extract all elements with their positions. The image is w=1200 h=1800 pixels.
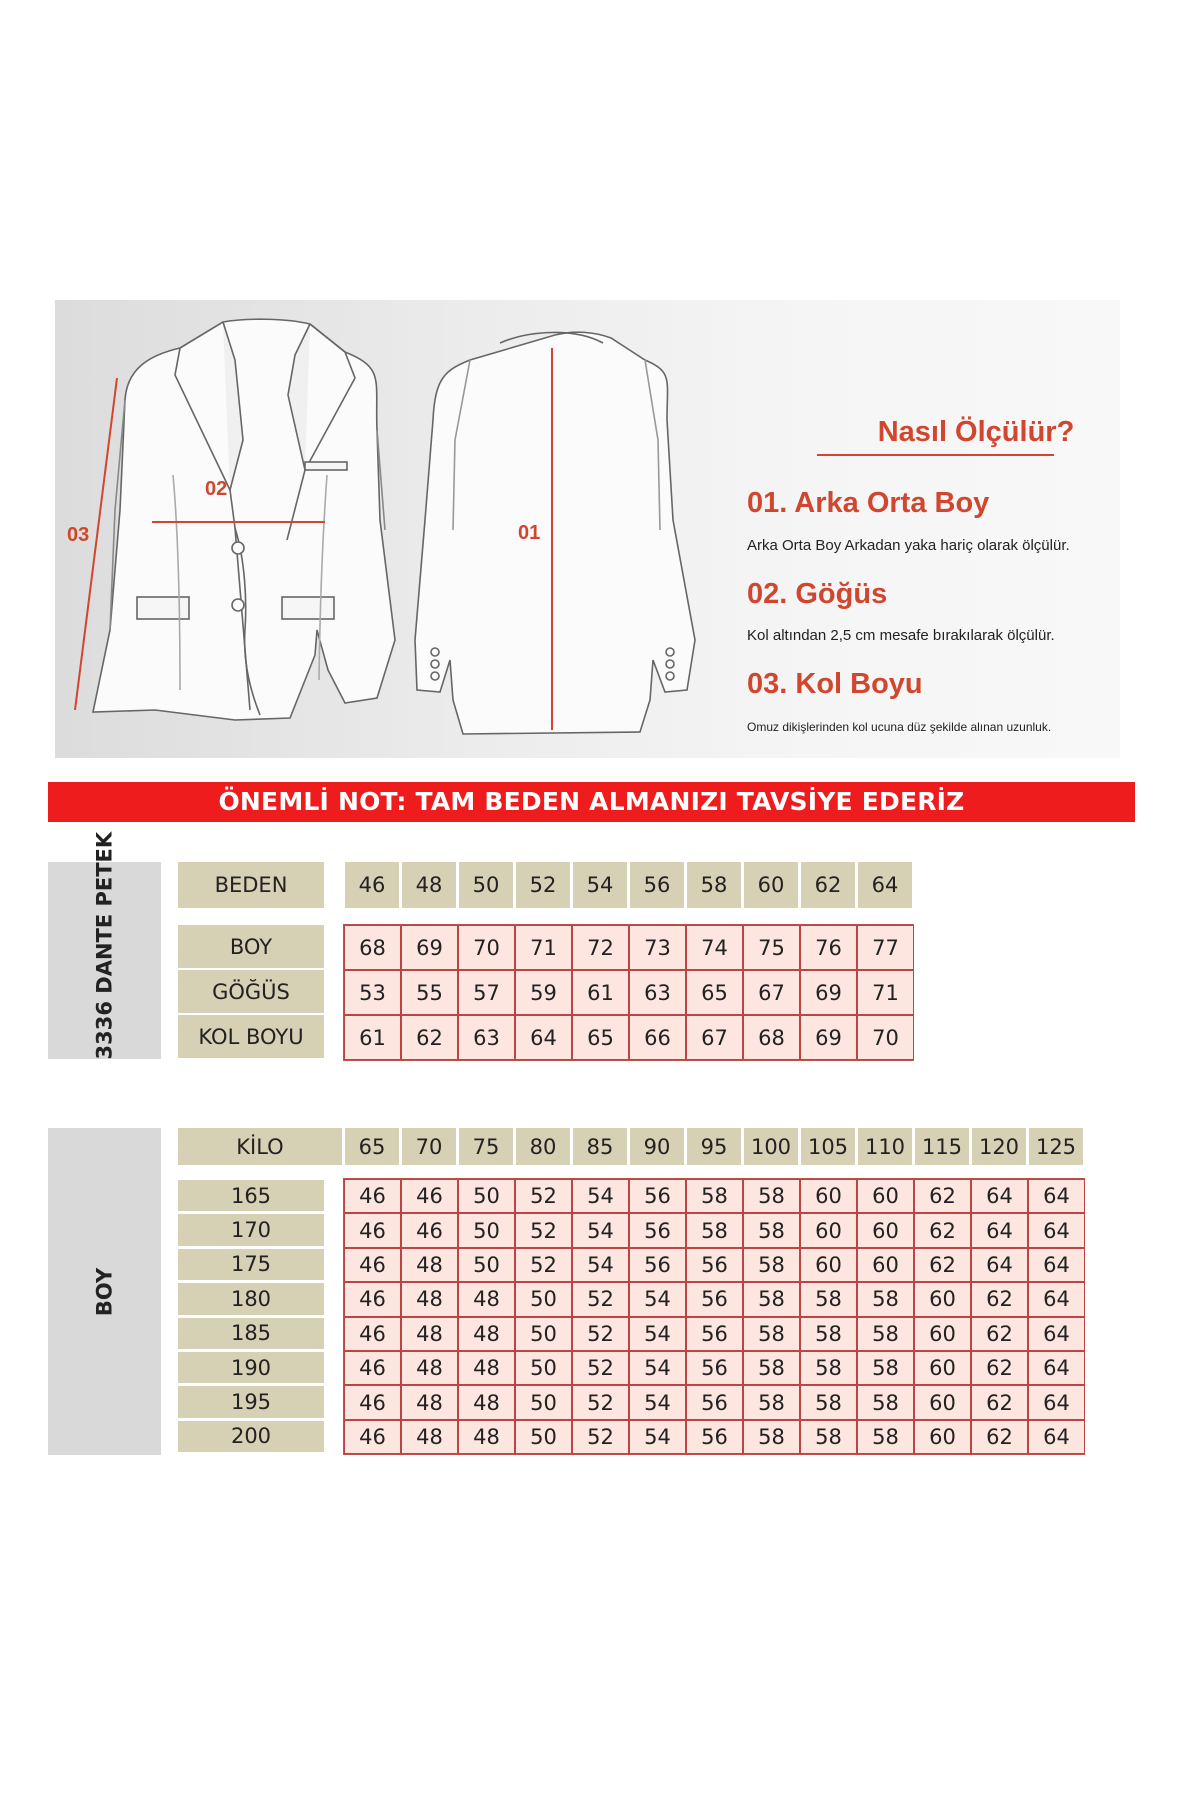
size-table-side-label: 3336 DANTE PETEK	[92, 831, 116, 1059]
weight-value-cell: 52	[572, 1420, 629, 1454]
size-row-label: BOY	[178, 925, 324, 968]
weight-value-cell: 58	[800, 1317, 857, 1351]
weight-header-cell: 95	[687, 1128, 741, 1165]
size-header-cell: 48	[402, 862, 456, 908]
weight-value-cell: 50	[458, 1248, 515, 1282]
height-row-label: 170	[178, 1214, 324, 1245]
size-header-cell: 56	[630, 862, 684, 908]
weight-value-cell: 46	[344, 1351, 401, 1385]
weight-value-cell: 58	[743, 1317, 800, 1351]
step-3-description: Omuz dikişlerinden kol ucuna düz şekilde alınan uzunluk.	[747, 720, 1052, 734]
weight-value-cell: 60	[914, 1420, 971, 1454]
weight-value-cell: 64	[1028, 1179, 1085, 1213]
weight-value-cell: 54	[629, 1351, 686, 1385]
weight-value-cell: 62	[971, 1317, 1028, 1351]
weight-value-cell: 48	[401, 1420, 458, 1454]
weight-value-cell: 64	[971, 1213, 1028, 1247]
weight-header-cell: 125	[1029, 1128, 1083, 1165]
weight-table-header-label: KİLO	[178, 1128, 342, 1165]
weight-value-cell: 58	[743, 1179, 800, 1213]
size-header-cell: 62	[801, 862, 855, 908]
size-header-cell: 52	[516, 862, 570, 908]
size-header-cell: 64	[858, 862, 912, 908]
size-header-cell: 60	[744, 862, 798, 908]
size-value-cell: 63	[458, 1015, 515, 1060]
size-value-cell: 69	[401, 925, 458, 970]
weight-value-cell: 48	[458, 1420, 515, 1454]
weight-value-cell: 52	[515, 1213, 572, 1247]
step-2-description: Kol altından 2,5 cm mesafe bırakılarak ölçülür.	[747, 627, 1055, 644]
weight-value-cell: 58	[857, 1317, 914, 1351]
size-value-cell: 72	[572, 925, 629, 970]
front-jacket-illustration	[93, 319, 395, 720]
weight-value-cell: 62	[971, 1385, 1028, 1419]
weight-value-cell: 52	[572, 1282, 629, 1316]
back-length-measure-label: 01	[518, 522, 541, 544]
weight-value-cell: 46	[344, 1420, 401, 1454]
weight-value-cell: 50	[458, 1179, 515, 1213]
size-value-cell: 61	[344, 1015, 401, 1060]
size-value-cell: 62	[401, 1015, 458, 1060]
size-value-cell: 70	[458, 925, 515, 970]
step-1-description: Arka Orta Boy Arkadan yaka hariç olarak ölçülür.	[747, 537, 1070, 554]
size-value-cell: 74	[686, 925, 743, 970]
size-value-cell: 68	[743, 1015, 800, 1060]
size-value-cell: 64	[515, 1015, 572, 1060]
weight-value-cell: 64	[1028, 1248, 1085, 1282]
weight-header-cell: 70	[402, 1128, 456, 1165]
weight-value-cell: 54	[629, 1385, 686, 1419]
size-value-cell: 67	[686, 1015, 743, 1060]
weight-value-cell: 54	[572, 1213, 629, 1247]
size-value-cell: 65	[686, 970, 743, 1015]
height-row-label: 185	[178, 1318, 324, 1349]
size-value-cell: 71	[515, 925, 572, 970]
weight-value-cell: 56	[629, 1248, 686, 1282]
weight-value-cell: 60	[857, 1248, 914, 1282]
weight-value-cell: 50	[458, 1213, 515, 1247]
height-row-label: 180	[178, 1283, 324, 1314]
weight-value-cell: 58	[857, 1282, 914, 1316]
size-value-cell: 68	[344, 925, 401, 970]
size-value-cell: 53	[344, 970, 401, 1015]
weight-value-cell: 48	[458, 1385, 515, 1419]
size-row-label: KOL BOYU	[178, 1015, 324, 1058]
weight-value-cell: 64	[1028, 1282, 1085, 1316]
height-row-label: 190	[178, 1352, 324, 1383]
jacket-illustrations	[55, 300, 1120, 758]
weight-value-cell: 58	[686, 1179, 743, 1213]
weight-value-cell: 56	[629, 1179, 686, 1213]
weight-header-cell: 90	[630, 1128, 684, 1165]
weight-value-cell: 58	[800, 1385, 857, 1419]
weight-header-cell: 115	[915, 1128, 969, 1165]
weight-value-cell: 48	[458, 1351, 515, 1385]
weight-value-cell: 52	[572, 1385, 629, 1419]
size-value-cell: 63	[629, 970, 686, 1015]
weight-value-cell: 60	[800, 1179, 857, 1213]
weight-value-cell: 64	[1028, 1351, 1085, 1385]
size-header-cell: 50	[459, 862, 513, 908]
weight-value-cell: 62	[914, 1179, 971, 1213]
how-to-measure-title: Nasıl Ölçülür?	[877, 416, 1075, 448]
weight-value-cell: 58	[743, 1351, 800, 1385]
weight-value-cell: 62	[971, 1420, 1028, 1454]
weight-value-cell: 56	[686, 1385, 743, 1419]
weight-header-cell: 80	[516, 1128, 570, 1165]
weight-value-cell: 62	[914, 1248, 971, 1282]
weight-header-cell: 120	[972, 1128, 1026, 1165]
weight-value-cell: 46	[401, 1179, 458, 1213]
weight-header-cell: 110	[858, 1128, 912, 1165]
weight-value-cell: 54	[572, 1179, 629, 1213]
step-3-heading: 03. Kol Boyu	[747, 668, 923, 700]
weight-value-cell: 58	[743, 1385, 800, 1419]
weight-value-cell: 56	[629, 1213, 686, 1247]
weight-table-side-panel	[48, 1128, 161, 1455]
weight-value-cell: 48	[458, 1317, 515, 1351]
size-value-cell: 65	[572, 1015, 629, 1060]
size-value-cell: 75	[743, 925, 800, 970]
weight-header-cell: 105	[801, 1128, 855, 1165]
height-row-label: 200	[178, 1421, 324, 1452]
size-value-cell: 70	[857, 1015, 914, 1060]
size-table-side-panel	[48, 831, 161, 1059]
size-header-cell: 46	[345, 862, 399, 908]
weight-value-cell: 56	[686, 1351, 743, 1385]
weight-value-cell: 58	[857, 1385, 914, 1419]
height-row-label: 175	[178, 1249, 324, 1280]
weight-value-cell: 64	[1028, 1317, 1085, 1351]
weight-value-cell: 52	[515, 1248, 572, 1282]
size-value-cell: 73	[629, 925, 686, 970]
size-value-cell: 71	[857, 970, 914, 1015]
weight-value-cell: 50	[515, 1282, 572, 1316]
size-row-label: GÖĞÜS	[178, 970, 324, 1013]
size-header-cell: 54	[573, 862, 627, 908]
size-value-cell: 69	[800, 970, 857, 1015]
weight-value-cell: 54	[629, 1282, 686, 1316]
weight-value-cell: 54	[629, 1420, 686, 1454]
weight-value-cell: 60	[914, 1385, 971, 1419]
weight-value-cell: 60	[800, 1248, 857, 1282]
weight-value-cell: 56	[686, 1282, 743, 1316]
weight-header-cell: 100	[744, 1128, 798, 1165]
size-value-cell: 57	[458, 970, 515, 1015]
back-jacket-illustration	[415, 332, 695, 734]
weight-value-cell: 64	[1028, 1420, 1085, 1454]
size-value-cell: 66	[629, 1015, 686, 1060]
weight-value-cell: 60	[857, 1179, 914, 1213]
weight-value-cell: 56	[686, 1317, 743, 1351]
weight-header-cell: 75	[459, 1128, 513, 1165]
weight-value-cell: 60	[914, 1351, 971, 1385]
weight-value-cell: 46	[344, 1179, 401, 1213]
weight-value-cell: 56	[686, 1420, 743, 1454]
weight-value-cell: 62	[971, 1282, 1028, 1316]
size-value-cell: 69	[800, 1015, 857, 1060]
weight-value-cell: 58	[800, 1282, 857, 1316]
weight-value-cell: 58	[743, 1420, 800, 1454]
weight-value-cell: 46	[344, 1282, 401, 1316]
weight-value-cell: 58	[743, 1282, 800, 1316]
weight-value-cell: 50	[515, 1317, 572, 1351]
step-1-heading: 01. Arka Orta Boy	[747, 487, 990, 519]
weight-value-cell: 54	[572, 1248, 629, 1282]
weight-value-cell: 52	[572, 1351, 629, 1385]
size-value-cell: 67	[743, 970, 800, 1015]
height-row-label: 165	[178, 1180, 324, 1211]
title-underline	[817, 454, 1054, 456]
weight-value-cell: 58	[743, 1213, 800, 1247]
weight-value-cell: 50	[515, 1351, 572, 1385]
weight-value-cell: 58	[686, 1213, 743, 1247]
weight-value-cell: 48	[401, 1351, 458, 1385]
weight-value-cell: 64	[971, 1179, 1028, 1213]
weight-value-cell: 58	[857, 1420, 914, 1454]
chest-measure-label: 02	[205, 478, 228, 500]
weight-value-cell: 58	[800, 1420, 857, 1454]
step-2-heading: 02. Göğüs	[747, 578, 888, 610]
measurement-guide-panel	[55, 300, 1120, 758]
weight-value-cell: 46	[401, 1213, 458, 1247]
height-row-label: 195	[178, 1386, 324, 1417]
weight-value-cell: 52	[572, 1317, 629, 1351]
weight-value-cell: 64	[971, 1248, 1028, 1282]
weight-value-cell: 50	[515, 1420, 572, 1454]
weight-value-cell: 52	[515, 1179, 572, 1213]
weight-value-cell: 58	[857, 1351, 914, 1385]
weight-value-cell: 60	[800, 1213, 857, 1247]
weight-value-cell: 60	[857, 1213, 914, 1247]
important-note-bar: ÖNEMLİ NOT: TAM BEDEN ALMANIZI TAVSİYE EDERİZ	[48, 782, 1135, 822]
weight-value-cell: 50	[515, 1385, 572, 1419]
weight-value-cell: 54	[629, 1317, 686, 1351]
weight-value-cell: 48	[401, 1385, 458, 1419]
weight-value-cell: 48	[458, 1282, 515, 1316]
size-header-cell: 58	[687, 862, 741, 908]
weight-value-cell: 48	[401, 1317, 458, 1351]
weight-value-cell: 56	[686, 1248, 743, 1282]
weight-value-cell: 62	[971, 1351, 1028, 1385]
weight-table-side-label: BOY	[92, 1267, 116, 1316]
size-table-header-label: BEDEN	[178, 862, 324, 908]
weight-header-cell: 65	[345, 1128, 399, 1165]
weight-value-cell: 58	[743, 1248, 800, 1282]
weight-value-cell: 48	[401, 1282, 458, 1316]
weight-header-cell: 85	[573, 1128, 627, 1165]
size-value-cell: 77	[857, 925, 914, 970]
weight-value-cell: 60	[914, 1317, 971, 1351]
weight-value-cell: 60	[914, 1282, 971, 1316]
weight-value-cell: 64	[1028, 1385, 1085, 1419]
size-value-cell: 61	[572, 970, 629, 1015]
weight-value-cell: 46	[344, 1213, 401, 1247]
weight-value-cell: 62	[914, 1213, 971, 1247]
weight-value-cell: 58	[800, 1351, 857, 1385]
weight-value-cell: 46	[344, 1385, 401, 1419]
weight-value-cell: 46	[344, 1248, 401, 1282]
weight-value-cell: 48	[401, 1248, 458, 1282]
weight-value-cell: 46	[344, 1317, 401, 1351]
sleeve-measure-label: 03	[67, 524, 90, 546]
weight-value-cell: 64	[1028, 1213, 1085, 1247]
size-value-cell: 55	[401, 970, 458, 1015]
size-value-cell: 59	[515, 970, 572, 1015]
size-value-cell: 76	[800, 925, 857, 970]
